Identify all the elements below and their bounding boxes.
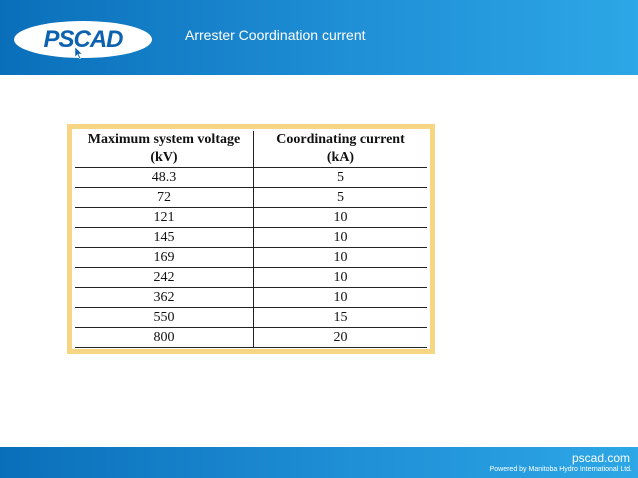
cell-current: 10 [254, 248, 428, 268]
pscad-logo [14, 21, 152, 58]
table-row [75, 168, 427, 188]
cell-current: 10 [254, 228, 428, 248]
table-row [75, 328, 427, 348]
header-voltage: Maximum system voltage [75, 131, 254, 149]
cell-current: 5 [254, 188, 428, 208]
cell-voltage: 72 [75, 188, 254, 208]
cell-voltage: 121 [75, 208, 254, 228]
cell-current: 10 [254, 268, 428, 288]
table-panel [72, 129, 430, 349]
cell-voltage: 145 [75, 228, 254, 248]
unit-current: (kA) [254, 149, 428, 168]
cell-voltage: 362 [75, 288, 254, 308]
cell-current: 10 [254, 208, 428, 228]
cell-voltage: 800 [75, 328, 254, 348]
table-row [75, 248, 427, 268]
mouse-cursor-icon [75, 47, 83, 59]
header-row [75, 131, 427, 149]
cell-current: 20 [254, 328, 428, 348]
unit-voltage: (kV) [75, 149, 254, 168]
table-row [75, 208, 427, 228]
footer-bar [0, 447, 638, 478]
slide-title: Arrester Coordination current [185, 27, 366, 43]
table-row [75, 288, 427, 308]
logo-text: PSCAD [43, 26, 123, 53]
footer-powered-by: Powered by Manitoba Hydro International Ltd. [489, 466, 632, 473]
cell-current: 10 [254, 288, 428, 308]
header-unit-row [75, 149, 427, 168]
cell-voltage: 550 [75, 308, 254, 328]
cell-voltage: 242 [75, 268, 254, 288]
footer-site-link[interactable]: pscad.com [571, 451, 630, 465]
cell-voltage: 48.3 [75, 168, 254, 188]
table-frame [67, 124, 435, 354]
cell-current: 15 [254, 308, 428, 328]
cell-current: 5 [254, 168, 428, 188]
table-row [75, 188, 427, 208]
cell-voltage: 169 [75, 248, 254, 268]
table-row [75, 268, 427, 288]
coordination-table [75, 131, 427, 348]
table-row [75, 228, 427, 248]
header-current: Coordinating current [276, 132, 405, 147]
table-row [75, 308, 427, 328]
header-bar [0, 0, 638, 75]
